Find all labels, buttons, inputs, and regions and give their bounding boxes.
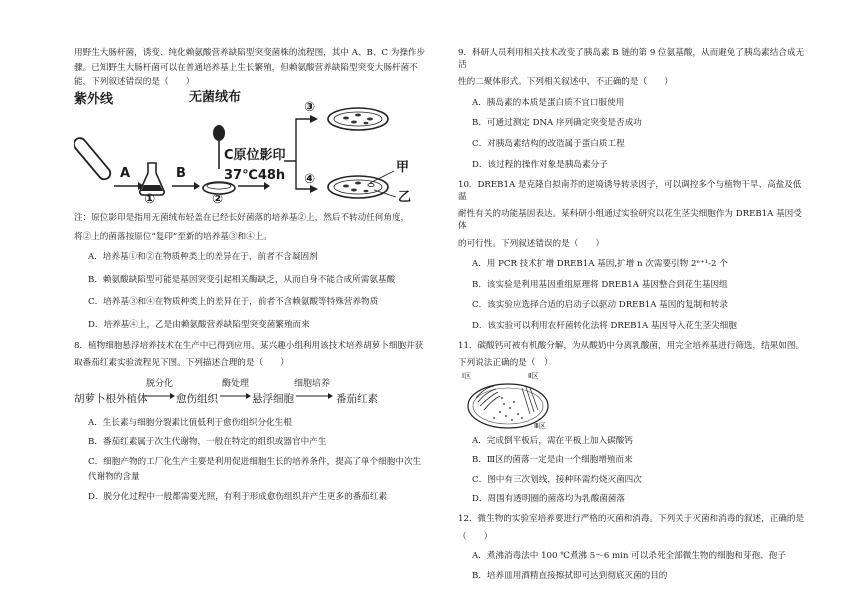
q8-option-c-cont: 代谢物的含量: [88, 472, 140, 483]
q7-option-b: B．赖氨酸缺陷型可能是基因突变引起相关酶缺乏，从而自身不能合成所需氨基酸: [88, 274, 396, 285]
q8-option-b: B．番茄红素属于次生代谢物，一般在特定的组织或器官中产生: [88, 437, 327, 448]
figure-note-line: 将②上的菌落按原位“复印”至新的培养基③和④上。: [74, 232, 272, 243]
q8-option-c: C．细胞产物的工厂化生产主要是利用促进细胞生长的培养条件，提高了单个细胞中次生: [88, 456, 422, 467]
test-tube: [74, 135, 113, 181]
q9-stem-line: 性的二聚体形式。下列相关叙述中，不正确的是（ ）: [458, 77, 673, 88]
plate-3: [328, 108, 388, 130]
q12-stem-line: 12．微生物的实验室培养要进行严格的灭菌和消毒。下列关于灭菌和消毒的叙述，正确的是: [458, 514, 805, 525]
flow-node-explant: 胡萝卜根外植体: [74, 392, 148, 405]
q11-option-d: D．周围有透明圈的菌落均为乳酸菌菌落: [472, 494, 625, 505]
flow-node-lycopene: 番茄红素: [336, 392, 378, 405]
q12-option-a: A．煮沸消毒法中 100 ℃煮沸 5～6 min 可以杀死全部微生物的细胞和芽孢、孢子: [472, 551, 786, 562]
uv-label: 紫外线: [74, 91, 114, 107]
flow-step-enzyme: 酶处理: [222, 378, 250, 389]
q12-stem-line: （ ）: [458, 531, 493, 542]
q9-option-b: B．可通过测定 DNA 序列确定突变是否成功: [472, 118, 642, 129]
q8-option-a: A．生长素与细胞分裂素比值低利于愈伤组织分化生根: [88, 417, 292, 428]
q7-option-d: D．培养基④上，乙是由赖氨酸营养缺陷型突变菌繁殖而来: [88, 319, 310, 330]
flow-node-suspension: 悬浮细胞: [252, 392, 294, 405]
mutant-screening-figure: [74, 91, 432, 207]
q10-option-a: A．用 PCR 技术扩增 DREB1A 基因,扩增 n 次需要引物 2ⁿ⁺¹-2 个: [472, 259, 728, 270]
q7-option-c: C．培养基③和④在物质种类上的差异在于，前者不含赖氨酸等特殊营养物质: [88, 297, 379, 308]
zone-2-label: Ⅱ区: [528, 371, 539, 380]
flow-step-dedifferentiation: 脱分化: [146, 378, 174, 389]
q11-option-b: B．Ⅲ区的菌落一定是由一个细胞增殖而来: [472, 455, 633, 466]
left-column: [74, 48, 432, 504]
flow-node-callus: 愈伤组织: [176, 392, 218, 405]
q9-option-a: A．胰岛素的本质是蛋白质不宜口服使用: [472, 97, 625, 108]
q10-option-c: C．该实验应选择合适的启动子以驱动 DREB1A 基因的复制和转录: [472, 300, 728, 311]
q10-stem-line: 耐性有关的功能基因表达。某科研小组通过实验研究以花生茎尖细胞作为 DREB1A 基因受体: [458, 209, 802, 231]
q8-stem-line: 取番茄红素实验流程见下图。下列描述合理的是（ ）: [74, 357, 289, 368]
colony-jia-label: 甲: [396, 159, 410, 175]
q7-stem-line: 能，下列叙述错误的是（ ）: [74, 77, 195, 88]
right-column: [458, 48, 810, 582]
q10-option-d: D．该实验可以利用农杆菌转化法将 DREB1A 基因导入花生茎尖细胞: [472, 320, 737, 331]
q7-stem-line: 用野生大肠杆菌，诱变、纯化赖氨酸营养缺陷型突变菌株的流程图，其中 A、B、C 为操作步: [74, 48, 426, 58]
carrot-culture-flow: [74, 374, 432, 412]
q7-stem-line: 骤。已知野生大肠杆菌可以在普通培养基上生长繁殖，但赖氨酸营养缺陷型突变大肠杆菌不: [74, 62, 418, 73]
step-a-label: A: [120, 165, 131, 181]
q9-option-c: C．对胰岛素结构的改造属于蛋白质工程: [472, 138, 625, 149]
zone-1-label: Ⅰ区: [462, 371, 472, 380]
streak-plate: [462, 371, 584, 432]
q10-stem-line: 10．DREB1A 是克隆自拟南芥的逆境诱导转录因子，可以调控多个与植物干旱、高盐及低温: [458, 180, 802, 202]
figure-note-line: 注：原位影印是指用无菌绒布轻盖在已经长好菌落的培养基②上，然后不转动任何角度，: [74, 212, 410, 223]
q11-stem-line: 11．碳酸钙可被有机酸分解，为从酸奶中分离乳酸菌，用完全培养基进行筛选，结果如图。: [458, 340, 805, 351]
q10-stem-line: 的可行性。下列叙述错误的是（ ）: [458, 238, 605, 249]
step-c-label: C原位影印: [224, 147, 286, 163]
q11-option-c: C．图中有三次划线，接种环需灼烧灭菌四次: [472, 474, 642, 485]
label-4: ④: [304, 171, 316, 187]
q10-option-b: B．该实验是利用基因重组原理将 DREB1A 基因整合到花生基因组: [472, 279, 728, 290]
label-2: ②: [212, 191, 224, 207]
q9-option-d: D．该过程的操作对象是胰岛素分子: [472, 159, 608, 170]
streak-plate-figure: [458, 371, 810, 432]
label-1: ①: [144, 191, 156, 207]
step-c-condition: 37℃48h: [224, 167, 286, 183]
step-b-label: B: [176, 165, 186, 181]
zone-3-label: Ⅲ区: [534, 421, 546, 430]
q9-stem-line: 9．科研人员利用相关技术改变了胰岛素 B 链的第 9 位氨基酸，从而避免了胰岛素结合成无活: [458, 48, 805, 70]
q12-option-b: B．培养皿用酒精直接擦拭即可达到彻底灭菌的目的: [472, 570, 668, 581]
colony-yi-label: 乙: [398, 189, 412, 205]
velvet-label: 无菌绒布: [189, 89, 242, 105]
flow-step-culture: 细胞培养: [294, 378, 331, 389]
q11-stem-line: 下列说法正确的是（ ）: [458, 358, 553, 369]
q7-option-a: A．培养基①和②在物质种类上的差异在于，前者不含凝固剂: [88, 251, 318, 262]
q8-stem-line: 8．植物细胞悬浮培养技术在生产中已得到应用。某兴趣小组利用该技术培养胡萝卜细胞并获: [74, 341, 424, 352]
q11-option-a: A．完成倒平板后，需在平板上加入碳酸钙: [472, 435, 633, 446]
q8-option-d: D．脱分化过程中一般都需要光照，有利于形成愈伤组织并产生更多的番茄红素: [88, 491, 388, 502]
label-3: ③: [304, 99, 316, 115]
velvet-stamp: [213, 125, 225, 141]
plate-4: [328, 176, 388, 198]
